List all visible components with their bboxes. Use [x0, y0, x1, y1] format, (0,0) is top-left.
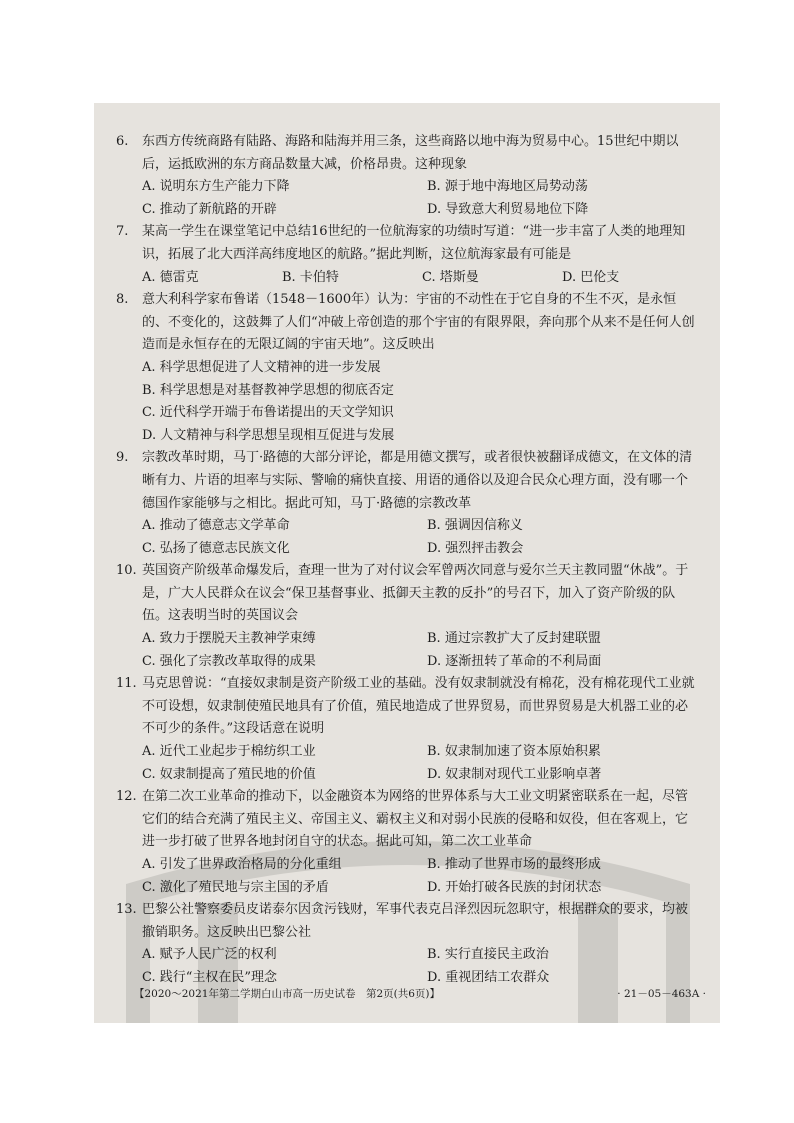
option-d[interactable]: D. 奴隶制对现代工业影响卓著 — [427, 766, 602, 782]
question-11 — [116, 673, 698, 786]
option-a[interactable]: A. 致力于摆脱天主教神学束缚 — [142, 631, 316, 647]
option-d[interactable]: D. 导致意大利贸易地位下降 — [427, 201, 589, 217]
question-stem: 某高一学生在课堂笔记中总结16世纪的一位航海家的功绩时写道：“进一步丰富了人类的地理知识，拓展了北大西洋高纬度地区的航路。”据此判断，这位航海家最有可能是 — [142, 224, 686, 262]
question-list — [116, 131, 698, 990]
option-b[interactable]: B. 奴隶制加速了资本原始积累 — [427, 744, 601, 760]
question-stem: 英国资产阶级革命爆发后，查理一世为了对付议会军曾两次同意与爱尔兰天主教同盟“休战”。于是，广大人民群众在议会“保卫基督事业、抵御天主教的反扑”的号召下，加入了资产阶级的队伍。这表明当时的英国议会 — [142, 563, 689, 624]
question-stem: 马克思曾说：“直接奴隶制是资产阶级工业的基础。没有奴隶制就没有棉花，没有棉花现代工业就不可设想，奴隶制使殖民地具有了价值，殖民地造成了世界贸易，而世界贸易是大机器工业的必不可少的条件。”这段话意在说明 — [142, 676, 695, 737]
footer-code: · 21－05－463A · — [617, 988, 706, 1000]
option-c[interactable]: C. 激化了殖民地与宗主国的矛盾 — [142, 879, 329, 895]
option-a[interactable]: A. 近代工业起步于棉纺织工业 — [142, 744, 316, 760]
option-d[interactable]: D. 人文精神与科学思想呈现相互促进与发展 — [142, 427, 395, 443]
question-stem: 意大利科学家布鲁诺（1548－1600年）认为：宇宙的不动性在于它自身的不生不灭，是永恒的、不变化的，这鼓舞了人们“冲破上帝创造的那个宇宙的有限界限，奔向那个从来不是任何人创造而是永恒存在的无限辽阔的宇宙天地”。这反映出 — [142, 292, 695, 353]
question-number: 7. — [116, 224, 129, 240]
question-number: 11. — [116, 676, 137, 692]
option-c[interactable]: C. 塔斯曼 — [422, 269, 479, 285]
question-number: 10. — [116, 563, 137, 579]
question-stem: 在第二次工业革命的推动下，以金融资本为网络的世界体系与大工业文明紧密联系在一起，尽管它们的结合充满了殖民主义、帝国主义、霸权主义和对弱小民族的侵略和奴役，但在客观上，它进一步打破了世界各地封闭自守的状态。据此可知，第二次工业革命 — [142, 789, 689, 850]
question-number: 12. — [116, 789, 137, 805]
option-c[interactable]: C. 奴隶制提高了殖民地的价值 — [142, 766, 316, 782]
question-6 — [116, 131, 698, 221]
option-c[interactable]: C. 推动了新航路的开辟 — [142, 201, 277, 217]
question-9 — [116, 447, 698, 560]
option-a[interactable]: A. 科学思想促进了人文精神的进一步发展 — [142, 359, 381, 375]
question-number: 8. — [116, 292, 129, 308]
option-b[interactable]: B. 卡伯特 — [282, 269, 339, 285]
question-stem: 东西方传统商路有陆路、海路和陆海并用三条，这些商路以地中海为贸易中心。15世纪中期以后，运抵欧洲的东方商品数量大减，价格昂贵。这种现象 — [142, 134, 679, 172]
question-stem: 巴黎公社警察委员皮诺泰尔因贪污钱财，军事代表克吕泽烈因玩忽职守，根据群众的要求，均被撤销职务。这反映出巴黎公社 — [142, 902, 689, 940]
option-d[interactable]: D. 开始打破各民族的封闭状态 — [427, 879, 602, 895]
option-d[interactable]: D. 巴伦支 — [562, 269, 620, 285]
option-b[interactable]: B. 源于地中海地区局势动荡 — [427, 179, 588, 195]
question-number: 13. — [116, 902, 137, 918]
option-c[interactable]: C. 弘扬了德意志民族文化 — [142, 540, 290, 556]
option-a[interactable]: A. 德雷克 — [142, 269, 199, 285]
page-footer — [134, 986, 706, 1001]
question-13 — [116, 899, 698, 989]
footer-exam-title: 【2020～2021年第二学期白山市高一历史试卷 第2页(共6页)】 — [134, 988, 440, 1000]
option-b[interactable]: B. 通过宗教扩大了反封建联盟 — [427, 631, 601, 647]
question-number: 6. — [116, 134, 129, 149]
option-a[interactable]: A. 推动了德意志文学革命 — [142, 518, 290, 534]
question-7 — [116, 221, 698, 289]
option-a[interactable]: A. 赋予人民广泛的权利 — [142, 947, 277, 963]
option-c[interactable]: C. 践行“主权在民”理念 — [142, 969, 278, 985]
question-number: 9. — [116, 450, 129, 466]
option-d[interactable]: D. 强烈抨击教会 — [427, 540, 524, 556]
exam-page — [94, 103, 720, 1023]
question-stem: 宗教改革时期，马丁·路德的大部分评论，都是用德文撰写，或者很快被翻译成德文，在文体的清晰有力、片语的坦率与实际、警喻的痛快直接、用语的通俗以及迎合民众心理方面，没有哪一个德国作家能够与之相比。据此可知，马丁·路德的宗教改革 — [142, 450, 693, 511]
option-b[interactable]: B. 实行直接民主政治 — [427, 947, 549, 963]
question-10 — [116, 560, 698, 673]
option-c[interactable]: C. 近代科学开端于布鲁诺提出的天文学知识 — [142, 405, 394, 421]
option-d[interactable]: D. 重视团结工农群众 — [427, 969, 550, 985]
option-b[interactable]: B. 强调因信称义 — [427, 518, 523, 534]
option-b[interactable]: B. 科学思想是对基督教神学思想的彻底否定 — [142, 382, 394, 398]
option-d[interactable]: D. 逐渐扭转了革命的不利局面 — [427, 653, 602, 669]
question-8 — [116, 289, 698, 447]
option-a[interactable]: A. 引发了世界政治格局的分化重组 — [142, 857, 342, 872]
option-a[interactable]: A. 说明东方生产能力下降 — [142, 179, 290, 195]
option-c[interactable]: C. 强化了宗教改革取得的成果 — [142, 653, 316, 669]
option-b[interactable]: B. 推动了世界市场的最终形成 — [427, 857, 601, 872]
question-12 — [116, 786, 698, 899]
